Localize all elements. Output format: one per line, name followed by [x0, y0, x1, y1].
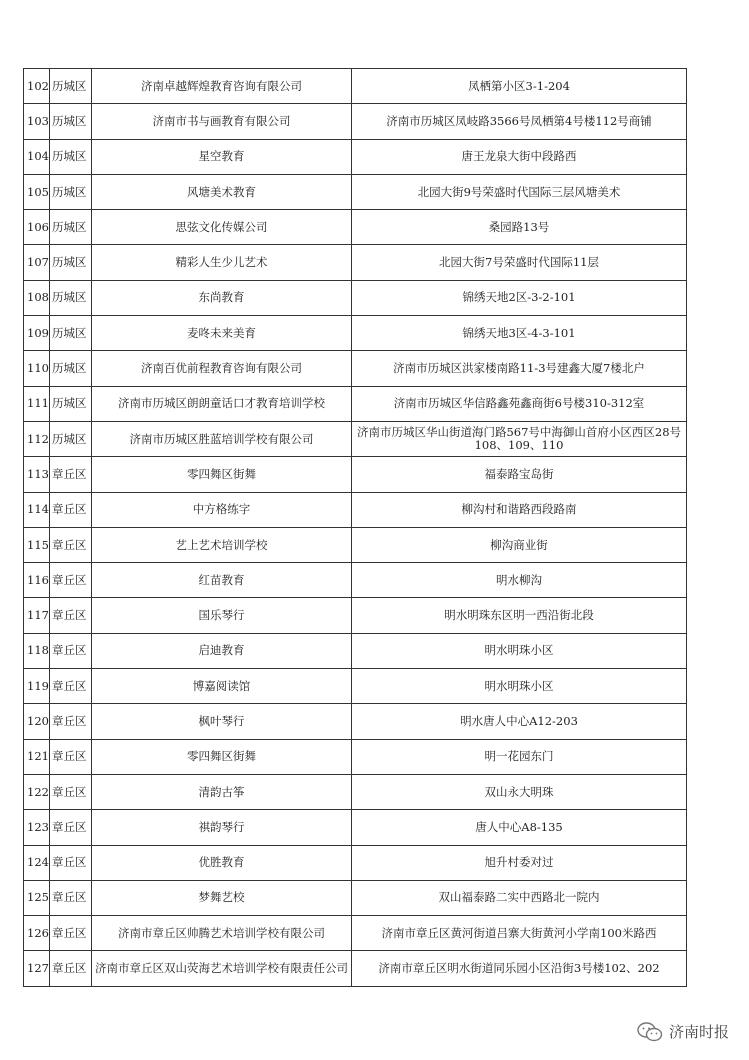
district-cell: 章丘区: [50, 845, 92, 880]
address-cell: 唐人中心A8-135: [352, 810, 687, 845]
table-row: [24, 527, 687, 562]
row-number: 124: [24, 845, 50, 880]
institution-name-cell: 麦咚未来美育: [92, 316, 352, 351]
table-row: [24, 598, 687, 633]
table-row: [24, 704, 687, 739]
institution-name-cell: 国乐琴行: [92, 598, 352, 633]
district-cell: 章丘区: [50, 739, 92, 774]
institution-name-cell: 祺韵琴行: [92, 810, 352, 845]
row-number: 119: [24, 669, 50, 704]
address-cell: 柳沟商业街: [352, 527, 687, 562]
district-cell: 章丘区: [50, 633, 92, 668]
district-cell: 章丘区: [50, 704, 92, 739]
institution-table: [23, 68, 687, 987]
district-cell: 历城区: [50, 316, 92, 351]
district-cell: 章丘区: [50, 880, 92, 915]
institution-name-cell: 中方格练字: [92, 492, 352, 527]
row-number: 114: [24, 492, 50, 527]
address-cell: 双山福泰路二实中西路北一院内: [352, 880, 687, 915]
address-cell: 济南市历城区华山街道海门路567号中海御山首府小区西区28号108、109、110: [352, 421, 687, 456]
table-row: [24, 951, 687, 986]
address-cell: 桑园路13号: [352, 210, 687, 245]
row-number: 108: [24, 280, 50, 315]
row-number: 109: [24, 316, 50, 351]
row-number: 105: [24, 174, 50, 209]
institution-name-cell: 济南卓越辉煌教育咨询有限公司: [92, 69, 352, 104]
district-cell: 历城区: [50, 421, 92, 456]
district-cell: 历城区: [50, 69, 92, 104]
institution-name-cell: 博嘉阅读馆: [92, 669, 352, 704]
table-row: [24, 457, 687, 492]
address-cell: 凤栖第小区3-1-204: [352, 69, 687, 104]
row-number: 115: [24, 527, 50, 562]
watermark-text: 济南时报: [668, 1023, 729, 1041]
institution-name-cell: 东尚教育: [92, 280, 352, 315]
table-row: [24, 386, 687, 421]
address-cell: 旭升村委对过: [352, 845, 687, 880]
table-row: [24, 210, 687, 245]
table-row: [24, 280, 687, 315]
district-cell: 章丘区: [50, 457, 92, 492]
institution-name-cell: 思弦文化传媒公司: [92, 210, 352, 245]
district-cell: 章丘区: [50, 492, 92, 527]
district-cell: 章丘区: [50, 774, 92, 809]
row-number: 116: [24, 563, 50, 598]
row-number: 120: [24, 704, 50, 739]
row-number: 127: [24, 951, 50, 986]
row-number: 122: [24, 774, 50, 809]
address-cell: 明水明珠小区: [352, 669, 687, 704]
row-number: 107: [24, 245, 50, 280]
row-number: 112: [24, 421, 50, 456]
institution-name-cell: 零四舞区街舞: [92, 739, 352, 774]
row-number: 110: [24, 351, 50, 386]
institution-name-cell: 风塘美术教育: [92, 174, 352, 209]
table-row: [24, 421, 687, 456]
address-cell: 锦绣天地2区-3-2-101: [352, 280, 687, 315]
institution-name-cell: 清韵古筝: [92, 774, 352, 809]
table-row: [24, 880, 687, 915]
institution-name-cell: 零四舞区街舞: [92, 457, 352, 492]
table-row: [24, 916, 687, 951]
address-cell: 柳沟村和谐路西段路南: [352, 492, 687, 527]
district-cell: 章丘区: [50, 669, 92, 704]
address-cell: 济南市章丘区明水街道同乐园小区沿街3号楼102、202: [352, 951, 687, 986]
institution-name-cell: 济南百优前程教育咨询有限公司: [92, 351, 352, 386]
table-row: [24, 810, 687, 845]
table-row: [24, 104, 687, 139]
institution-name-cell: 济南市历城区朗朗童话口才教育培训学校: [92, 386, 352, 421]
row-number: 125: [24, 880, 50, 915]
district-cell: 历城区: [50, 210, 92, 245]
district-cell: 历城区: [50, 174, 92, 209]
institution-name-cell: 红苗教育: [92, 563, 352, 598]
address-cell: 双山永大明珠: [352, 774, 687, 809]
address-cell: 明水柳沟: [352, 563, 687, 598]
row-number: 104: [24, 139, 50, 174]
row-number: 118: [24, 633, 50, 668]
row-number: 103: [24, 104, 50, 139]
district-cell: 章丘区: [50, 916, 92, 951]
institution-name-cell: 济南市书与画教育有限公司: [92, 104, 352, 139]
institution-name-cell: 艺上艺术培训学校: [92, 527, 352, 562]
district-cell: 历城区: [50, 386, 92, 421]
address-cell: 济南市章丘区黄河街道吕寨大街黄河小学南100米路西: [352, 916, 687, 951]
table-row: [24, 669, 687, 704]
district-cell: 章丘区: [50, 563, 92, 598]
table-row: [24, 739, 687, 774]
table-row: [24, 845, 687, 880]
address-cell: 北园大街9号荣盛时代国际三层风塘美术: [352, 174, 687, 209]
table-row: [24, 563, 687, 598]
district-cell: 历城区: [50, 351, 92, 386]
row-number: 117: [24, 598, 50, 633]
address-cell: 济南市历城区华信路鑫苑鑫商街6号楼310-312室: [352, 386, 687, 421]
row-number: 126: [24, 916, 50, 951]
district-cell: 历城区: [50, 280, 92, 315]
address-cell: 明一花园东门: [352, 739, 687, 774]
institution-name-cell: 济南市章丘区双山荧海艺术培训学校有限责任公司: [92, 951, 352, 986]
table-row: [24, 351, 687, 386]
wechat-icon: [637, 1022, 663, 1042]
table-row: [24, 633, 687, 668]
address-cell: 济南市历城区凤岐路3566号凤栖第4号楼112号商铺: [352, 104, 687, 139]
table-row: [24, 245, 687, 280]
row-number: 111: [24, 386, 50, 421]
row-number: 102: [24, 69, 50, 104]
table-row: [24, 139, 687, 174]
address-cell: 明水明珠东区明一西沿街北段: [352, 598, 687, 633]
address-cell: 北园大街7号荣盛时代国际11层: [352, 245, 687, 280]
table-row: [24, 174, 687, 209]
row-number: 106: [24, 210, 50, 245]
institution-name-cell: 济南市历城区胜蓝培训学校有限公司: [92, 421, 352, 456]
district-cell: 章丘区: [50, 527, 92, 562]
district-cell: 历城区: [50, 104, 92, 139]
institution-name-cell: 梦舞艺校: [92, 880, 352, 915]
institution-name-cell: 启迪教育: [92, 633, 352, 668]
table-row: [24, 774, 687, 809]
table-row: [24, 69, 687, 104]
district-cell: 章丘区: [50, 598, 92, 633]
address-cell: 济南市历城区洪家楼南路11-3号建鑫大厦7楼北户: [352, 351, 687, 386]
institution-name-cell: 优胜教育: [92, 845, 352, 880]
row-number: 113: [24, 457, 50, 492]
institution-name-cell: 星空教育: [92, 139, 352, 174]
institution-name-cell: 精彩人生少儿艺术: [92, 245, 352, 280]
institution-name-cell: 枫叶琴行: [92, 704, 352, 739]
district-cell: 章丘区: [50, 951, 92, 986]
address-cell: 明水唐人中心A12-203: [352, 704, 687, 739]
district-cell: 历城区: [50, 245, 92, 280]
table-body: [24, 69, 687, 987]
watermark: [637, 1021, 729, 1042]
address-cell: 锦绣天地3区-4-3-101: [352, 316, 687, 351]
district-cell: 章丘区: [50, 810, 92, 845]
district-cell: 历城区: [50, 139, 92, 174]
address-cell: 唐王龙泉大街中段路西: [352, 139, 687, 174]
table-row: [24, 492, 687, 527]
address-cell: 福泰路宝岛街: [352, 457, 687, 492]
row-number: 123: [24, 810, 50, 845]
row-number: 121: [24, 739, 50, 774]
table-row: [24, 316, 687, 351]
address-cell: 明水明珠小区: [352, 633, 687, 668]
institution-name-cell: 济南市章丘区帅腾艺术培训学校有限公司: [92, 916, 352, 951]
